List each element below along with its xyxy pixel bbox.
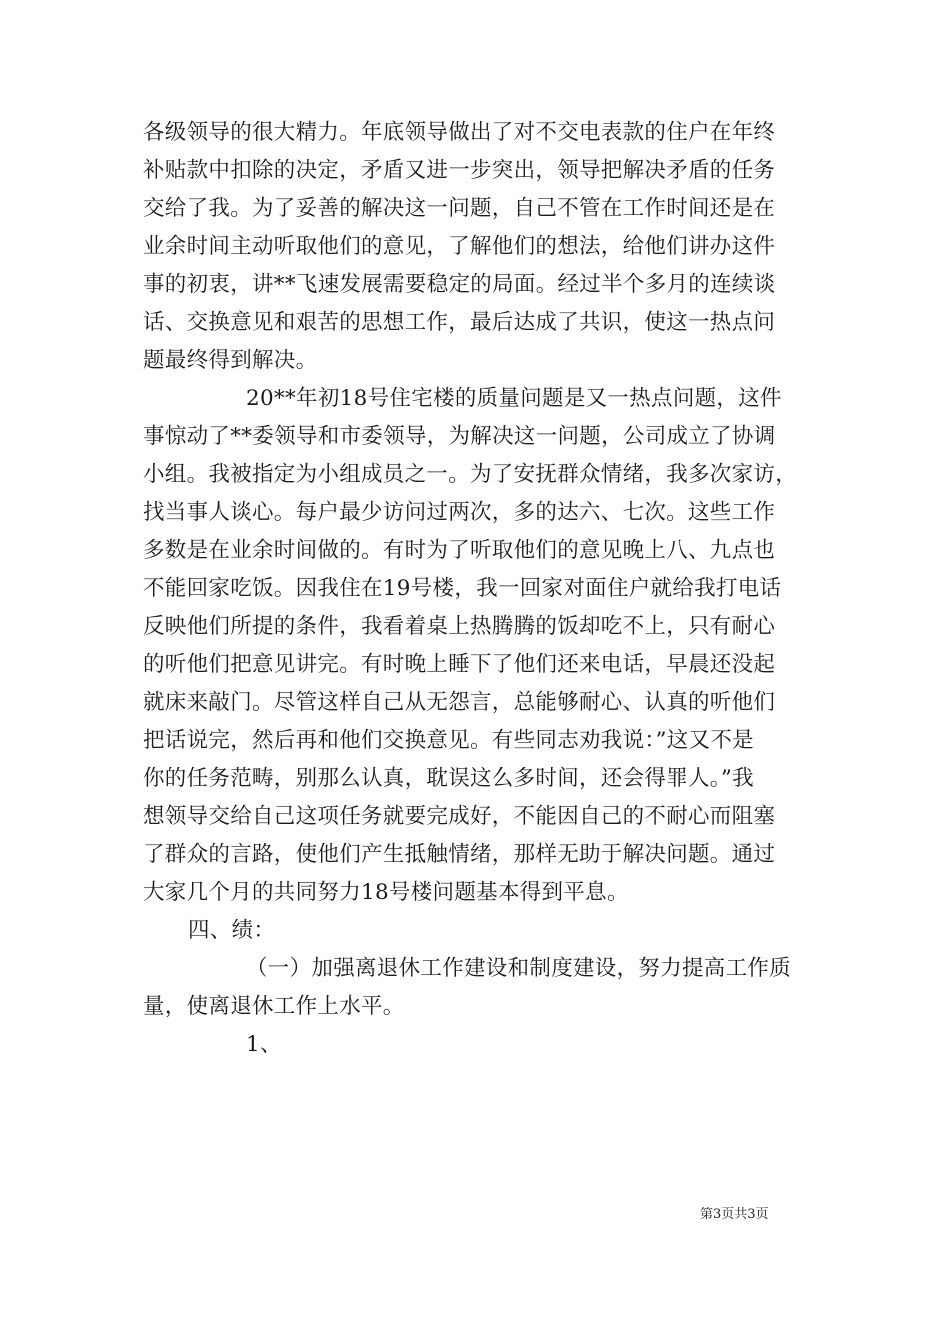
text-line: 话、交换意见和艰苦的思想工作，最后达成了共识，使这一热点问 (143, 310, 776, 335)
text-line: 量，使离退休工作上水平。 (143, 994, 405, 1019)
text-line: 小组。我被指定为小组成员之一。为了安抚群众情绪，我多次家访， (143, 462, 798, 487)
text-line: 事的初衷，讲**飞速发展需要稳定的局面。经过半个多月的连续谈 (143, 272, 776, 297)
text-line: 想领导交给自己这项任务就要完成好，不能因自己的不耐心而阻塞 (143, 804, 776, 829)
text-line: 题最终得到解决。 (143, 348, 318, 373)
text-line: 多数是在业余时间做的。有时为了听取他们的意见晚上八、九点也 (143, 538, 776, 563)
text-line: 了群众的言路，使他们产生抵触情绪，那样无助于解决问题。通过 (143, 842, 776, 867)
text-line: 业余时间主动听取他们的意见，了解他们的想法，给他们讲办这件 (143, 234, 776, 259)
text-line: 就床来敲门。尽管这样自己从无怨言，总能够耐心、认真的听他们 (143, 690, 776, 715)
text-line: 反映他们所提的条件，我看着桌上热腾腾的饭却吃不上，只有耐心 (143, 614, 776, 639)
text-line: 交给了我。为了妥善的解决这一问题，自己不管在工作时间还是在 (143, 196, 776, 221)
section-heading: 四、绩： (188, 918, 276, 943)
paragraph-first-line: 20**年初18号住宅楼的质量问题是又一热点问题，这件 (246, 386, 782, 411)
subsection-heading: （一）加强离退休工作建设和制度建设，努力提高工作质 (246, 956, 792, 981)
list-item-number: 1、 (246, 1032, 282, 1057)
text-line: 补贴款中扣除的决定，矛盾又进一步突出，领导把解决矛盾的任务 (143, 158, 776, 183)
text-line: 把话说完，然后再和他们交换意见。有些同志劝我说：”这又不是 (143, 728, 754, 753)
text-line: 各级领导的很大精力。年底领导做出了对不交电表款的住户在年终 (143, 120, 776, 145)
text-line: 不能回家吃饭。因我住在19号楼，我一回家对面住户就给我打电话 (143, 576, 782, 601)
text-line: 的听他们把意见讲完。有时晚上睡下了他们还来电话，早晨还没起 (143, 652, 776, 677)
text-line: 事惊动了**委领导和市委领导，为解决这一问题，公司成立了协调 (143, 424, 776, 449)
page-number-footer: 第3页共3页 (700, 1207, 769, 1222)
text-line: 你的任务范畴，别那么认真，耽误这么多时间，还会得罪人。”我 (143, 766, 754, 791)
text-line: 大家几个月的共同努力18号楼问题基本得到平息。 (143, 880, 629, 905)
text-line: 找当事人谈心。每户最少访问过两次，多的达六、七次。这些工作 (143, 500, 776, 525)
